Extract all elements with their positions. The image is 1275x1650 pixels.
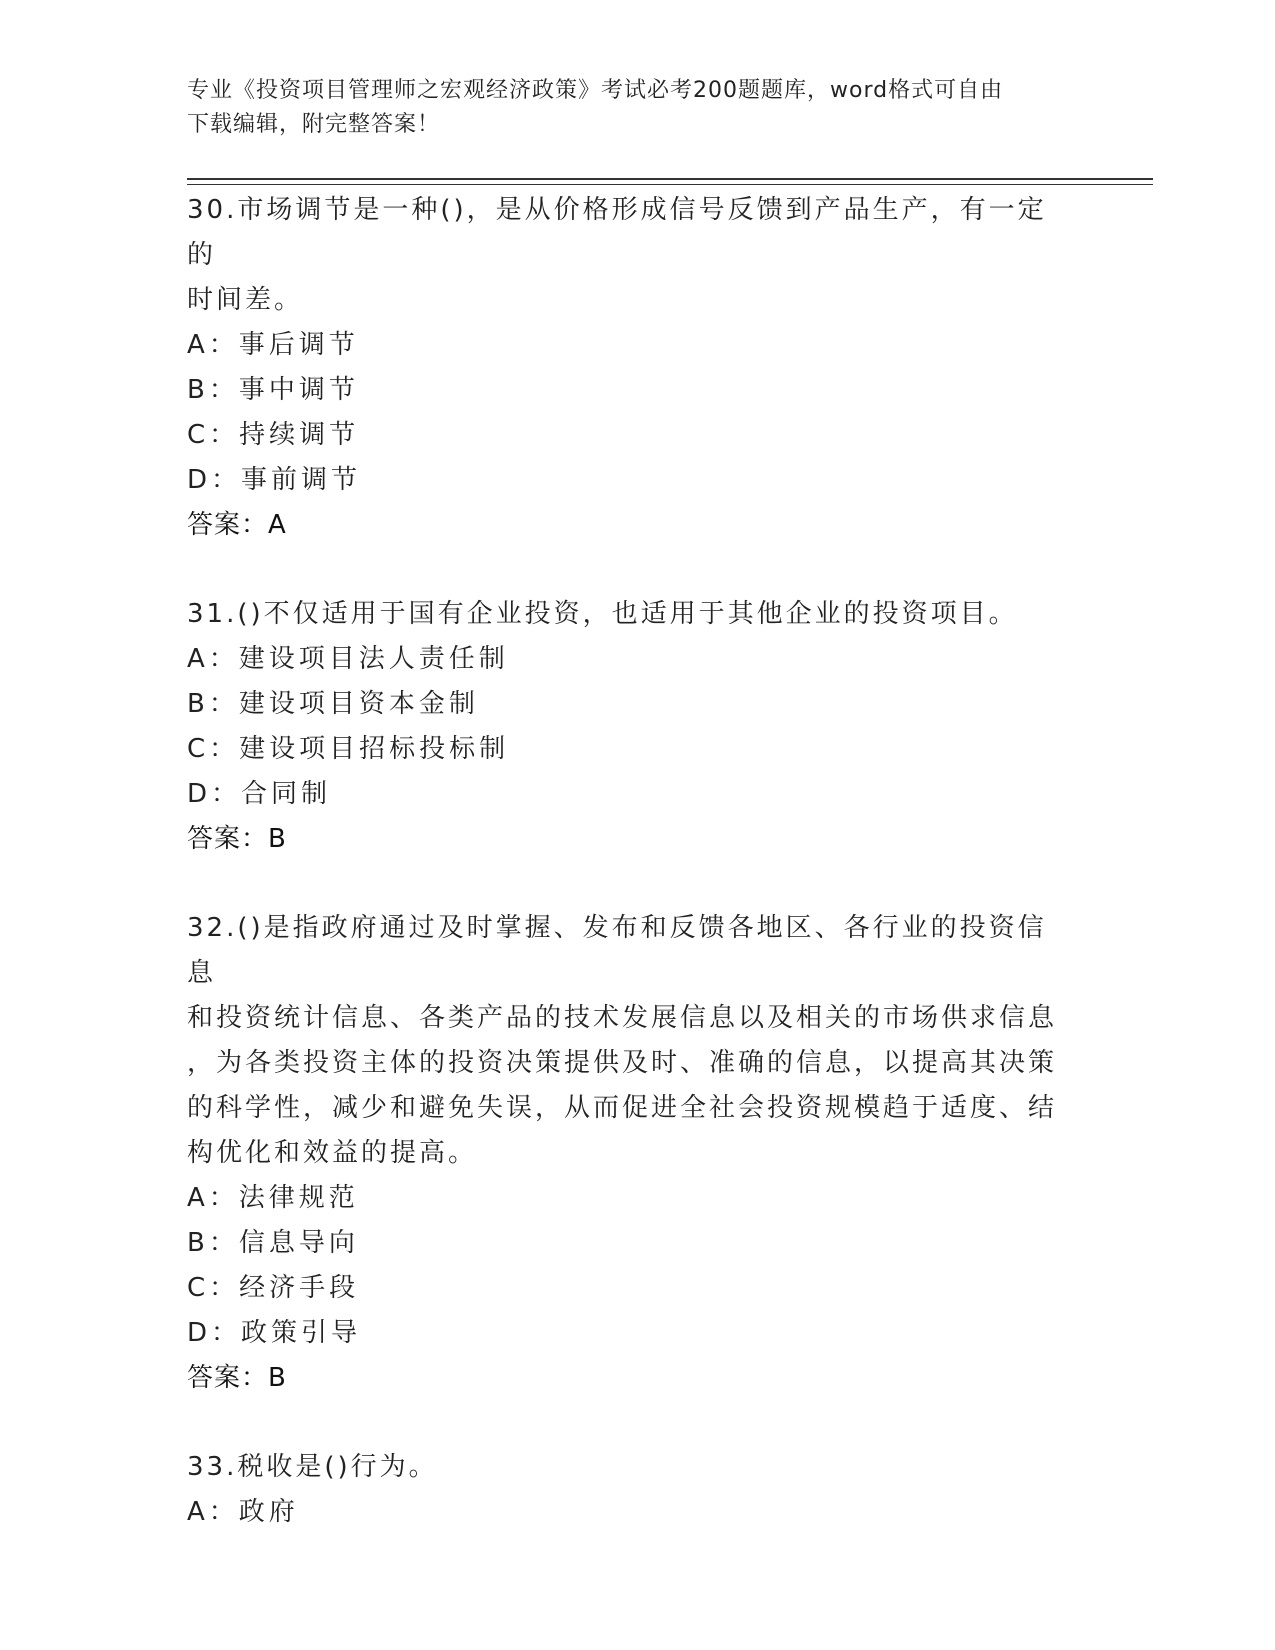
option-b: B：建设项目资本金制 [187, 689, 479, 719]
header-divider-thick [187, 178, 1153, 180]
document-header [187, 74, 1067, 142]
option-a: A：政府 [187, 1497, 299, 1527]
option-a: A：法律规范 [187, 1183, 359, 1213]
header-line-1: 专业《投资项目管理师之宏观经济政策》考试必考200题题库，word格式可自由 [187, 78, 1004, 103]
header-line-2: 下载编辑，附完整答案！ [187, 112, 441, 137]
question-text-line: 构优化和效益的提高。 [187, 1138, 478, 1168]
answer-line [187, 1356, 1067, 1401]
answer-label: 答案： [187, 510, 269, 540]
header-divider-thin [187, 184, 1153, 185]
answer-label: 答案： [187, 824, 269, 854]
question-30 [187, 188, 1067, 548]
question-text-line: 32.()是指政府通过及时掌握、发布和反馈各地区、各行业的投资信息 [187, 913, 1047, 988]
option-d: D：事前调节 [187, 465, 362, 495]
option-b: B：信息导向 [187, 1228, 359, 1258]
question-text-line: 30.市场调节是一种()，是从价格形成信号反馈到产品生产，有一定的 [187, 195, 1047, 270]
answer-value: B [268, 824, 286, 854]
option-a: A：事后调节 [187, 330, 359, 360]
answer-value: A [268, 510, 286, 540]
option-d: D：合同制 [187, 779, 332, 809]
question-text-line: ，为各类投资主体的投资决策提供及时、准确的信息，以提高其决策 [187, 1048, 1058, 1078]
option-d: D：政策引导 [187, 1318, 362, 1348]
answer-line [187, 503, 1067, 548]
answer-line [187, 817, 1067, 862]
question-text-line: 31.()不仅适用于国有企业投资，也适用于其他企业的投资项目。 [187, 599, 1018, 629]
question-list [187, 188, 1067, 1579]
answer-value: B [268, 1363, 286, 1393]
answer-label: 答案： [187, 1363, 269, 1393]
question-text-line: 和投资统计信息、各类产品的技术发展信息以及相关的市场供求信息 [187, 1003, 1058, 1033]
question-33 [187, 1445, 1067, 1535]
question-text-line: 33.税收是()行为。 [187, 1452, 438, 1482]
option-c: C：建设项目招标投标制 [187, 734, 510, 764]
question-32 [187, 906, 1067, 1401]
question-31 [187, 592, 1067, 862]
option-c: C：持续调节 [187, 420, 360, 450]
option-b: B：事中调节 [187, 375, 359, 405]
question-text-line: 的科学性，减少和避免失误，从而促进全社会投资规模趋于适度、结 [187, 1093, 1058, 1123]
question-text-line: 时间差。 [187, 285, 304, 315]
option-a: A：建设项目法人责任制 [187, 644, 509, 674]
option-c: C：经济手段 [187, 1273, 360, 1303]
